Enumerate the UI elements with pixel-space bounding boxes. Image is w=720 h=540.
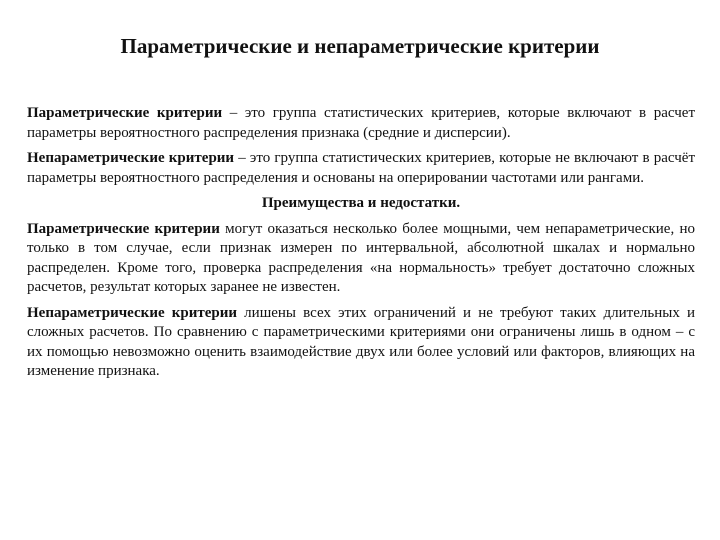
- term-nonparametric: Непараметрические критерии: [27, 150, 235, 166]
- subheading: Преимущества и недостатки.: [261, 195, 461, 211]
- definition-parametric-text: – это группа статистических критериев, которые включают в расчет параметры вероятностного распределения признака (средние и дисперсии).: [27, 105, 695, 141]
- advantages-parametric-text: могут оказаться несколько более мощными, чем непараметрические, но только в том случае, если признак измерен по интервальной, абсолютной шкалах и нормально распределен. Кроме того, проверка распределения «на нормальность» требует достаточно сложных расчетов, результат которых заранее не известен.: [27, 220, 695, 295]
- term-nonparametric-2: Непараметрические критерии: [27, 304, 238, 321]
- advantages-nonparametric-text: лишены всех этих ограничений и не требуют таких длительных и сложных расчетов. По сравнению с параметрическими критериями они ограничены лишь в одном – с их помощью невозможно оценить взаимодействие двух или более условий или факторов, влияющих на изменение признака.: [27, 304, 695, 379]
- definition-parametric: [27, 104, 695, 143]
- term-parametric: Параметрические критерии: [27, 105, 223, 121]
- definition-nonparametric-text: – это группа статистических критериев, которые не включают в расчёт параметры вероятностного распределения и основаны на оперировании частотами или рангами.: [27, 150, 696, 186]
- definition-nonparametric: [27, 149, 695, 188]
- slide-content: [27, 104, 695, 382]
- slide-title: Параметрические и непараметрические критерии: [120, 34, 600, 58]
- advantages-parametric: [27, 220, 695, 298]
- advantages-nonparametric: [27, 304, 695, 382]
- term-parametric-2: Параметрические критерии: [27, 220, 220, 237]
